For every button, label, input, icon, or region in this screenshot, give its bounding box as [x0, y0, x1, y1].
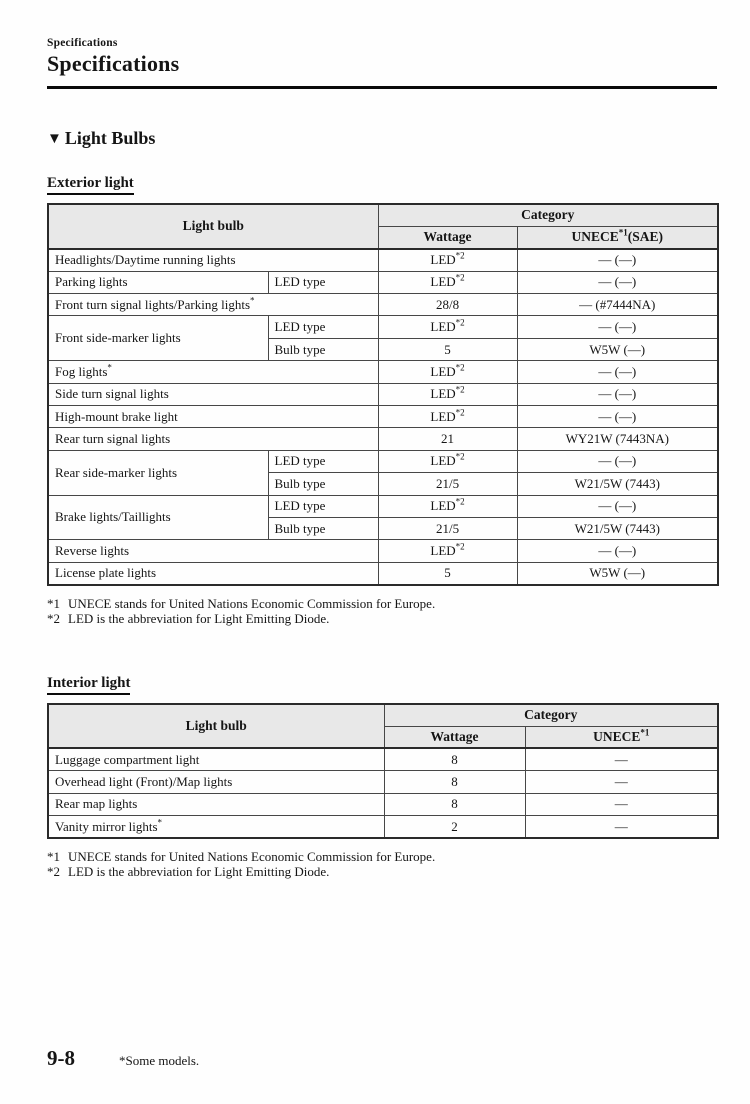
footer-note: *Some models. — [119, 1053, 200, 1068]
wattage-cell: 2 — [384, 816, 525, 838]
light-bulb-name-cell: High-mount brake light — [48, 406, 378, 428]
unece-cell: — — [525, 748, 718, 770]
page-title: Specifications — [47, 51, 180, 76]
light-bulb-name-cell: Front turn signal lights/Parking lights* — [48, 294, 378, 316]
table-row — [48, 816, 718, 838]
wattage-cell: 5 — [378, 562, 517, 584]
unece-cell: — (—) — [517, 316, 718, 338]
wattage-cell: LED$^{*2}$ — [378, 540, 517, 562]
interior-footnotes — [47, 849, 717, 880]
bulb-type-cell: LED type — [268, 316, 378, 338]
chapter-label: Specifications — [47, 37, 118, 49]
unece-cell: WY21W (7443NA) — [517, 428, 718, 450]
wattage-cell: 21 — [378, 428, 517, 450]
footnote-text: LED is the abbreviation for Light Emitting Diode. — [68, 611, 330, 627]
wattage-cell: 8 — [384, 771, 525, 793]
unece-cell: — (—) — [517, 249, 718, 271]
light-bulb-name-cell: Luggage compartment light — [48, 748, 384, 770]
bulb-type-cell: LED type — [268, 271, 378, 293]
footnote — [47, 864, 717, 880]
footnote-text: UNECE stands for United Nations Economic Commission for Europe. — [68, 848, 436, 864]
unece-cell: — (—) — [517, 406, 718, 428]
table-row — [48, 406, 718, 428]
light-bulb-name-cell: Overhead light (Front)/Map lights — [48, 771, 384, 793]
column-header-wattage: Wattage — [384, 726, 525, 748]
column-header-category: Category — [384, 704, 718, 726]
table-row — [48, 793, 718, 815]
wattage-cell: LED$^{*2}$ — [378, 249, 517, 271]
footnote-text: LED is the abbreviation for Light Emitting Diode. — [68, 864, 330, 880]
footnote-label: *2 — [47, 611, 60, 627]
interior-light-heading: Interior light — [47, 674, 717, 695]
light-bulb-name-cell: Rear map lights — [48, 793, 384, 815]
bulb-type-cell: Bulb type — [268, 338, 378, 360]
table-row — [48, 428, 718, 450]
unece-cell: — (—) — [517, 540, 718, 562]
light-bulb-name-cell: Brake lights/Taillights — [48, 495, 268, 540]
light-bulb-name-cell: Reverse lights — [48, 540, 378, 562]
wattage-cell: 21/5 — [378, 473, 517, 495]
unece-cell: — (—) — [517, 383, 718, 405]
bulb-type-cell: LED type — [268, 450, 378, 472]
table-row — [48, 294, 718, 316]
unece-cell: — (—) — [517, 271, 718, 293]
wattage-cell: 8 — [384, 793, 525, 815]
bulb-type-cell: LED type — [268, 495, 378, 517]
unece-cell: — (#7444NA) — [517, 294, 718, 316]
wattage-cell: LED$^{*2}$ — [378, 271, 517, 293]
unece-cell: W21/5W (7443) — [517, 473, 718, 495]
wattage-cell: LED$^{*2}$ — [378, 406, 517, 428]
wattage-cell: LED$^{*2}$ — [378, 495, 517, 517]
table-row — [48, 271, 718, 293]
wattage-cell: LED$^{*2}$ — [378, 383, 517, 405]
footnote-label: *2 — [47, 864, 60, 880]
light-bulb-name-cell: Rear side-marker lights — [48, 450, 268, 495]
wattage-cell: 8 — [384, 748, 525, 770]
table-row — [48, 540, 718, 562]
table-row — [48, 361, 718, 383]
page-footer — [47, 1046, 199, 1071]
footnote-label: *1 — [47, 595, 60, 611]
table-row — [48, 450, 718, 472]
unece-cell: — (—) — [517, 450, 718, 472]
section-heading-label: Light Bulbs — [64, 128, 156, 148]
light-bulb-name-cell: Vanity mirror lights* — [48, 816, 384, 838]
light-bulb-name-cell: Fog lights* — [48, 361, 378, 383]
exterior-light-table — [47, 203, 719, 586]
column-header-unece: UNECE$^{*1}$ — [525, 726, 718, 748]
light-bulb-name-cell: License plate lights — [48, 562, 378, 584]
unece-cell: — — [525, 816, 718, 838]
table-row — [48, 771, 718, 793]
wattage-cell: LED$^{*2}$ — [378, 316, 517, 338]
footnote — [47, 849, 717, 865]
column-header-light-bulb: Light bulb — [48, 204, 378, 249]
table-row — [48, 562, 718, 584]
unece-cell: W21/5W (7443) — [517, 517, 718, 539]
title-divider — [47, 86, 717, 89]
wattage-cell: 28/8 — [378, 294, 517, 316]
exterior-light-heading: Exterior light — [47, 174, 717, 195]
wattage-cell: LED$^{*2}$ — [378, 450, 517, 472]
unece-cell: W5W (—) — [517, 338, 718, 360]
light-bulb-name-cell: Front side-marker lights — [48, 316, 268, 361]
footnote-text: UNECE stands for United Nations Economic Commission for Europe. — [68, 595, 436, 611]
footnote-label: *1 — [47, 848, 60, 864]
exterior-footnotes — [47, 596, 717, 627]
wattage-cell: 21/5 — [378, 517, 517, 539]
column-header-wattage: Wattage — [378, 226, 517, 248]
light-bulb-name-cell: Side turn signal lights — [48, 383, 378, 405]
unece-cell: — — [525, 771, 718, 793]
unece-cell: — (—) — [517, 495, 718, 517]
column-header-light-bulb: Light bulb — [48, 704, 384, 749]
table-row — [48, 748, 718, 770]
bulb-type-cell: Bulb type — [268, 517, 378, 539]
page-content — [47, 0, 717, 880]
section-heading — [47, 128, 717, 149]
exterior-table-header — [48, 204, 718, 249]
interior-table-header — [48, 704, 718, 749]
footnote — [47, 611, 717, 627]
light-bulb-name-cell: Rear turn signal lights — [48, 428, 378, 450]
table-row — [48, 316, 718, 338]
bulb-type-cell: Bulb type — [268, 473, 378, 495]
triangle-marker-icon: ▼ — [47, 131, 62, 147]
table-row — [48, 495, 718, 517]
light-bulb-name-cell: Headlights/Daytime running lights — [48, 249, 378, 271]
table-row — [48, 249, 718, 271]
page-number: 9-8 — [47, 1046, 75, 1070]
wattage-cell: 5 — [378, 338, 517, 360]
unece-cell: — (—) — [517, 361, 718, 383]
unece-cell: W5W (—) — [517, 562, 718, 584]
footnote — [47, 596, 717, 612]
unece-cell: — — [525, 793, 718, 815]
column-header-category: Category — [378, 204, 718, 226]
light-bulb-name-cell: Parking lights — [48, 271, 268, 293]
table-row — [48, 383, 718, 405]
column-header-unece-sae: UNECE$^{*1}$(SAE) — [517, 226, 718, 248]
wattage-cell: LED$^{*2}$ — [378, 361, 517, 383]
interior-light-table — [47, 703, 719, 839]
